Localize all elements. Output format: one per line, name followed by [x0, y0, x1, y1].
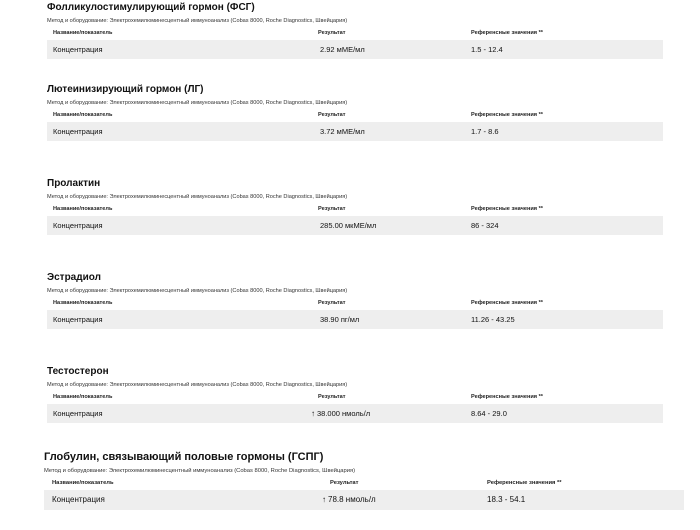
test-title: Глобулин, связывающий половые гормоны (ГСПГ) [44, 451, 324, 463]
header-name: Название/показатель [53, 394, 113, 400]
test-title: Тестостерон [47, 366, 109, 377]
row-name: Концентрация [53, 127, 103, 136]
header-result: Результат [318, 206, 346, 212]
method-text: Метод и оборудование: Электрохемилюминесцентный иммуноанализ (Cobas 8000, Roche Diagnostics, Швейцария) [47, 18, 348, 24]
table-header [47, 206, 663, 214]
header-name: Название/показатель [53, 30, 113, 36]
up-arrow-icon: ↑ [311, 409, 315, 418]
test-title: Фолликулостимулирующий гормон (ФСГ) [47, 2, 255, 13]
row-name: Концентрация [53, 315, 103, 324]
table-header [47, 30, 663, 38]
row-reference: 8.64 - 29.0 [471, 409, 507, 418]
row-reference: 1.7 - 8.6 [471, 127, 499, 136]
method-text: Метод и оборудование: Электрохемилюминесцентный иммуноанализ (Cobas 8000, Roche Diagnostics, Швейцария) [47, 100, 348, 106]
test-section-lh [47, 84, 663, 141]
test-section-prolactin [47, 178, 663, 235]
row-result: ↑ 38.000 нмоль/л [311, 409, 371, 418]
row-name: Концентрация [52, 495, 105, 504]
test-title: Пролактин [47, 178, 101, 189]
row-name: Концентрация [53, 221, 103, 230]
row-reference: 1.5 - 12.4 [471, 45, 503, 54]
test-section-testosterone [47, 366, 663, 423]
header-result: Результат [318, 394, 346, 400]
row-reference: 86 - 324 [471, 221, 499, 230]
table-row [44, 490, 684, 510]
header-result: Результат [318, 30, 346, 36]
header-reference: Референсные значения ** [471, 300, 543, 306]
test-title: Лютеинизирующий гормон (ЛГ) [47, 84, 204, 95]
up-arrow-icon: ↑ [322, 495, 326, 504]
header-reference: Референсные значения ** [471, 206, 543, 212]
header-reference: Референсные значения ** [471, 394, 543, 400]
header-name: Название/показатель [53, 300, 113, 306]
test-title: Эстрадиол [47, 272, 101, 283]
method-text: Метод и оборудование: Электрохемилюминесцентный иммуноанализ (Cobas 8000, Roche Diagnostics, Швейцария) [44, 468, 356, 474]
row-result: 3.72 мМЕ/мл [320, 127, 365, 136]
header-result: Результат [318, 112, 346, 118]
table-row [47, 404, 663, 423]
header-name: Название/показатель [53, 206, 113, 212]
header-result: Результат [330, 480, 359, 486]
method-text: Метод и оборудование: Электрохемилюминесцентный иммуноанализ (Cobas 8000, Roche Diagnostics, Швейцария) [47, 194, 348, 200]
test-section-fsh [47, 2, 663, 59]
row-result: 2.92 мМЕ/мл [320, 45, 365, 54]
table-row [47, 310, 663, 329]
method-text: Метод и оборудование: Электрохемилюминесцентный иммуноанализ (Cobas 8000, Roche Diagnostics, Швейцария) [47, 382, 348, 388]
header-reference: Референсные значения ** [471, 112, 543, 118]
test-section-shbg [44, 451, 684, 510]
table-header [44, 480, 684, 488]
table-row [47, 40, 663, 59]
method-text: Метод и оборудование: Электрохемилюминесцентный иммуноанализ (Cobas 8000, Roche Diagnostics, Швейцария) [47, 288, 348, 294]
header-reference: Референсные значения ** [471, 30, 543, 36]
row-reference: 18.3 - 54.1 [487, 495, 526, 504]
row-name: Концентрация [53, 45, 103, 54]
row-result: 285.00 мкМЕ/мл [320, 221, 377, 230]
table-row [47, 122, 663, 141]
table-header [47, 394, 663, 402]
table-header [47, 112, 663, 120]
row-result: 38.90 пг/мл [320, 315, 360, 324]
row-reference: 11.26 - 43.25 [471, 315, 515, 324]
table-header [47, 300, 663, 308]
test-section-estradiol [47, 272, 663, 329]
row-name: Концентрация [53, 409, 103, 418]
header-name: Название/показатель [52, 480, 114, 486]
header-reference: Референсные значения ** [487, 480, 562, 486]
table-row [47, 216, 663, 235]
header-name: Название/показатель [53, 112, 113, 118]
header-result: Результат [318, 300, 346, 306]
row-result: ↑ 78.8 нмоль/л [322, 495, 376, 504]
